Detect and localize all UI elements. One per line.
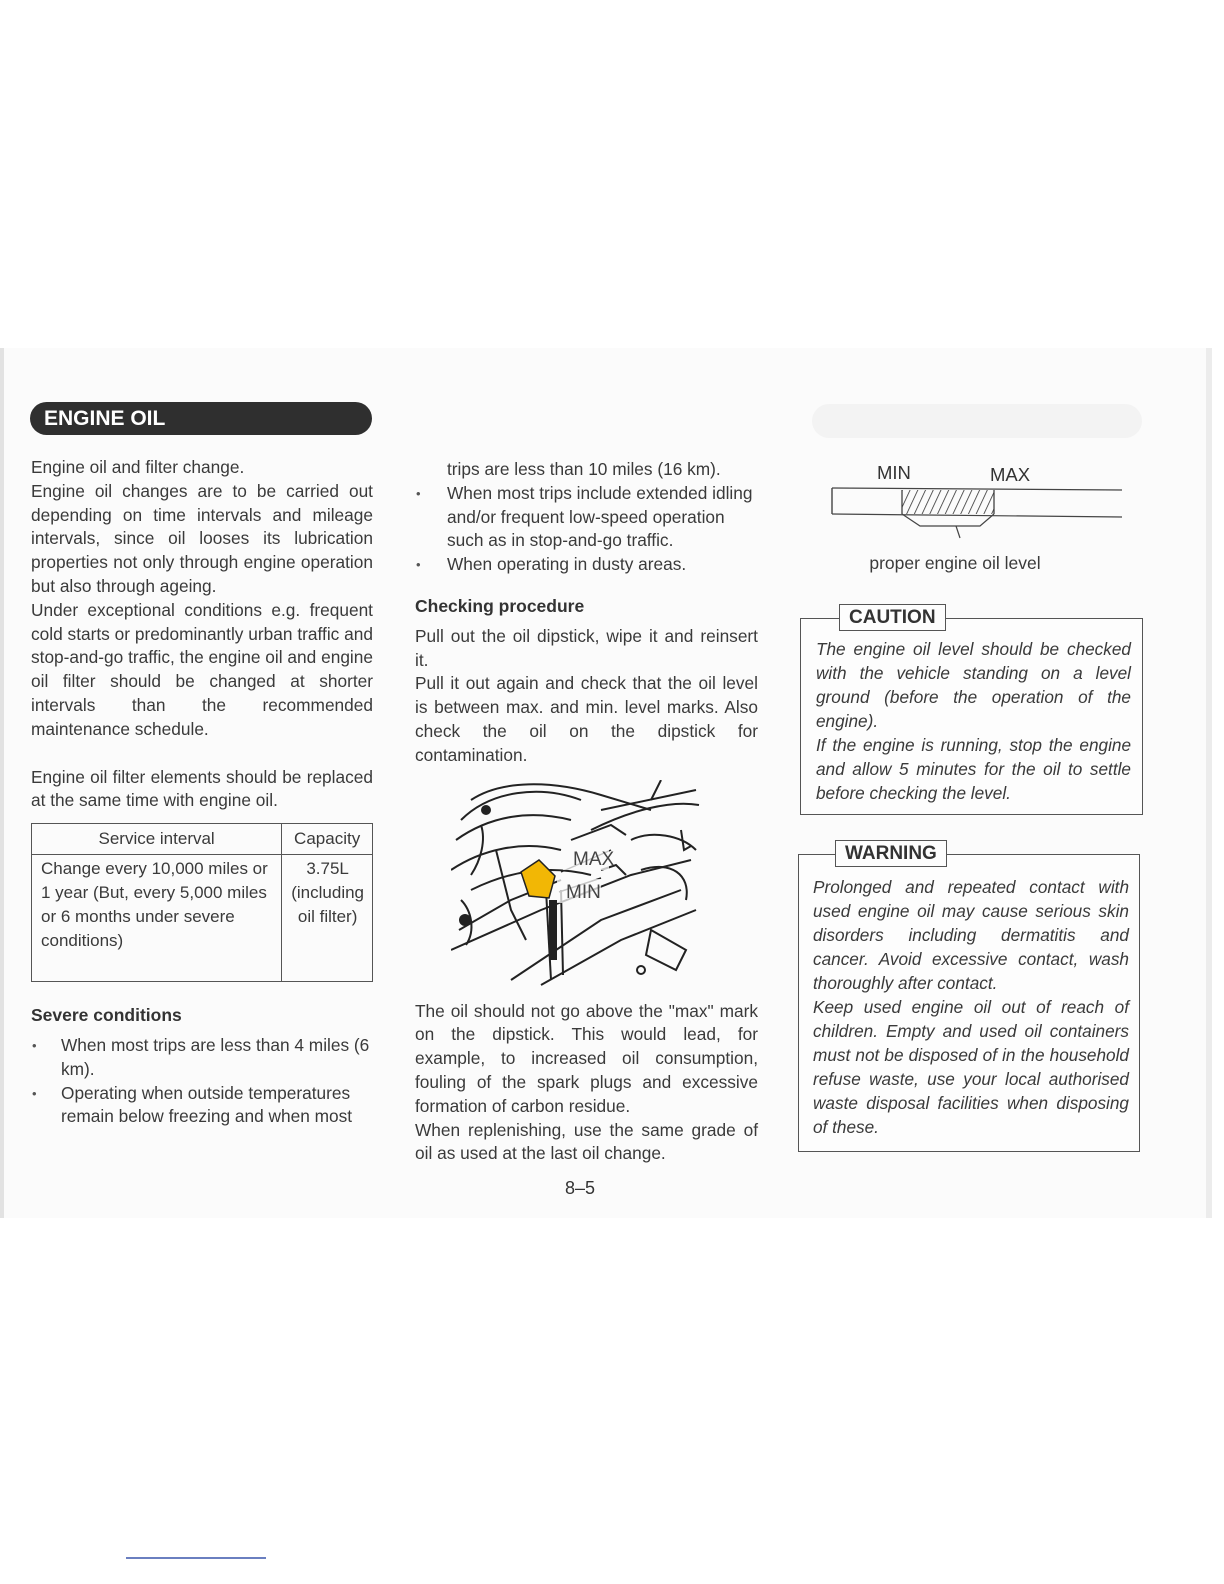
table-row <box>32 855 373 982</box>
warning-paragraph-1: Prolonged and repeated contact with used engine oil may cause serious skin disorders including dermatitis and cancer. Avoid excessive contact, wash thoroughly after contact. <box>813 877 1129 993</box>
caution-box <box>800 607 1143 815</box>
list-item: • When most trips include extended idling and/or frequent low-speed operation such as in stop-and-go traffic. <box>415 482 758 553</box>
caution-paragraph-1: The engine oil level should be checked with the vehicle standing on a level ground (before the operation of the engine). <box>816 639 1131 731</box>
after-paragraph-1: The oil should not go above the "max" mark on the dipstick. This would lead, for example, to increased oil consumption, fouling of the spark plugs and excessive formation of carbon residue. <box>415 1000 758 1116</box>
intro-paragraph-2: Under exceptional conditions e.g. frequent cold starts or predominantly urban traffic and stop-and-go traffic, the engine oil and engine oil filter should be changed at shorter intervals than the recommended maintenance schedule. <box>31 599 373 739</box>
list-item: • When operating in dusty areas. <box>415 553 758 577</box>
intro-paragraph-1: Engine oil changes are to be carried out depending on time intervals and mileage intervals, since oil looses its lubrication properties not only through engine operation but also through ageing. <box>31 480 373 596</box>
dipstick-caption: proper engine oil level <box>869 553 1041 573</box>
dipstick-drawing <box>830 462 1130 542</box>
figure-min-label: MIN <box>566 881 601 903</box>
column-left <box>31 456 373 1129</box>
checking-procedure-heading: Checking procedure <box>415 595 585 616</box>
severe-conditions-list-continued <box>415 482 758 577</box>
list-item: • Operating when outside temperatures remain below freezing and when most <box>31 1082 373 1130</box>
engine-dipstick-illustration <box>451 780 701 990</box>
figure-max-label: MAX <box>573 848 615 870</box>
column-middle <box>415 458 758 1166</box>
dipstick-highlight <box>521 860 555 898</box>
list-item: • When most trips are less than 4 miles (6 km). <box>31 1034 373 1082</box>
cell-capacity: 3.75L (including oil filter) <box>282 855 373 982</box>
header-service-interval: Service interval <box>32 824 282 855</box>
continued-text: trips are less than 10 miles (16 km). <box>447 459 721 479</box>
warning-paragraph-2: Keep used engine oil out of reach of children. Empty and used oil containers must not be disposed of in the household refuse waste, use your local authorised waste disposal facilities when disposing of these. <box>813 997 1129 1137</box>
warning-title: WARNING <box>835 840 947 867</box>
oil-level-hatch <box>902 490 994 514</box>
after-paragraph-2: When replenishing, use the same grade of oil as used at the last oil change. <box>415 1119 758 1164</box>
scan-artifact-line <box>126 1557 266 1559</box>
warning-box <box>798 843 1140 1152</box>
dipstick-min-label: MIN <box>877 462 911 483</box>
header-capacity: Capacity <box>282 824 373 855</box>
section-title: ENGINE OIL <box>30 402 372 435</box>
filter-note: Engine oil filter elements should be replaced at the same time with engine oil. <box>31 766 373 811</box>
caution-paragraph-2: If the engine is running, stop the engine and allow 5 minutes for the oil to settle before checking the level. <box>816 735 1131 803</box>
page-edge-right <box>1206 348 1212 1218</box>
table-header-row <box>32 824 373 855</box>
dipstick-max-label: MAX <box>990 464 1031 485</box>
checking-paragraph-1: Pull out the oil dipstick, wipe it and reinsert it. <box>415 625 758 670</box>
cell-service-interval: Change every 10,000 miles or 1 year (But, every 5,000 miles or 6 months under severe conditions) <box>32 855 282 982</box>
severe-conditions-heading: Severe conditions <box>31 1005 182 1026</box>
service-table <box>31 823 373 982</box>
page-edge-left <box>0 348 4 1218</box>
caution-title: CAUTION <box>839 604 946 631</box>
severe-conditions-list <box>31 1034 373 1129</box>
intro-title: Engine oil and filter change. <box>31 457 245 477</box>
bleed-through-header <box>812 404 1142 438</box>
page-number: 8–5 <box>564 1178 596 1198</box>
checking-paragraph-2: Pull it out again and check that the oil level is between max. and min. level marks. Also check the oil on the dipstick for contamination. <box>415 673 758 765</box>
dipstick-level-diagram <box>830 462 1130 542</box>
